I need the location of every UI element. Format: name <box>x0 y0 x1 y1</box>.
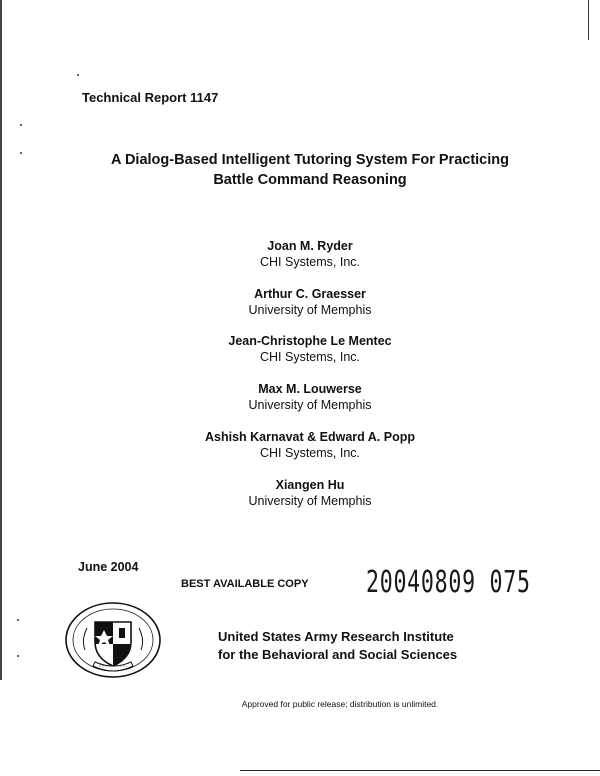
scan-speck <box>17 655 19 657</box>
report-date: June 2004 <box>78 560 139 574</box>
author-block <box>160 238 460 270</box>
scan-speck <box>17 619 19 621</box>
author-affiliation: CHI Systems, Inc. <box>259 446 361 460</box>
army-research-seal-icon <box>63 600 163 680</box>
author-name: Arthur C. Graesser <box>254 287 366 301</box>
author-affiliation: CHI Systems, Inc. <box>259 255 361 269</box>
release-statement: Approved for public release; distribution is unlimited. <box>241 699 439 709</box>
scan-speck <box>20 152 22 154</box>
report-number: Technical Report 1147 <box>82 90 219 105</box>
best-copy-stamp: BEST AVAILABLE COPY <box>181 578 309 590</box>
author-name: Xiangen Hu <box>275 478 345 492</box>
author-block <box>160 381 460 413</box>
author-name: Jean-Christophe Le Mentec <box>228 334 392 348</box>
author-name: Max M. Louwerse <box>258 382 362 396</box>
report-title <box>60 150 560 190</box>
scan-mark-top <box>588 0 589 40</box>
author-affiliation: University of Memphis <box>248 303 372 317</box>
title-line-1: A Dialog-Based Intelligent Tutoring System For Practicing <box>111 152 509 168</box>
scan-speck <box>20 124 22 126</box>
author-block <box>160 477 460 509</box>
bottom-rule <box>240 770 600 771</box>
accession-number-stamp: 20040809 075 <box>366 565 531 600</box>
institute-line-1: United States Army Research Institute <box>218 629 454 644</box>
author-block <box>160 429 460 461</box>
institute-line-2: for the Behavioral and Social Sciences <box>218 647 458 662</box>
scan-edge <box>0 0 2 680</box>
author-block <box>160 286 460 318</box>
author-affiliation: CHI Systems, Inc. <box>259 350 361 364</box>
author-affiliation: University of Memphis <box>248 398 372 412</box>
institute-name <box>218 628 457 664</box>
author-block <box>160 333 460 365</box>
author-name: Joan M. Ryder <box>267 239 353 253</box>
scan-speck <box>77 74 79 76</box>
title-line-2: Battle Command Reasoning <box>213 172 407 188</box>
author-name: Ashish Karnavat & Edward A. Popp <box>205 430 415 444</box>
author-affiliation: University of Memphis <box>248 494 372 508</box>
